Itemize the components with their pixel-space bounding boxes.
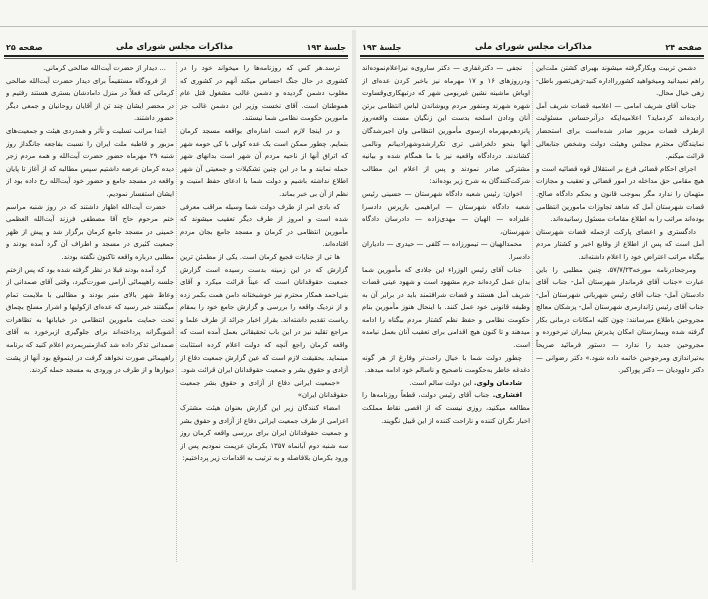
column-divider <box>532 62 533 562</box>
paragraph: جناب آقای شریف امامی — اعلامیه قضات شریف آمل رادیده‌اند کردماید؟ اعلامیه‌ایکه درآنرحساس مسئولیت ازطرف قضات مزبور صادر شده‌است برای استحضار نمایندگان محترم مجلس وهیئت دولت وشخص جنابعالی قرائت میکنم. <box>536 101 704 161</box>
header-rule <box>360 55 704 57</box>
speech-paragraph <box>362 377 530 390</box>
paragraph: چطور دولت شما با خیال راحت‌تر وفارغ از هر گونه دغدغه خاطر به‌حکومت ناصحیح و ناسالم خود ادامه میدهد. <box>362 353 530 375</box>
session-number: جلسهٔ ۱۹۳ <box>306 42 346 52</box>
speaker-name: شادمان ولوی. <box>473 378 522 387</box>
paragraph: ترسد.هر کس که روزنامه‌ها را میخواند خود را در کشوری در حال جنگ احساس میکند آنهم در کشوری که مغلوب دشمن گردیده و دشمن غالب مشغول قتل عام هموطنان است. آقای نخست وزیر این دشمن غالب جز مامورین حکومت نظامی شما نیستند. <box>180 64 348 123</box>
paragraph: ... دیدار از حضرت آیت‌الله صالحی کرمانی. <box>43 64 166 72</box>
paragraph: اخوان: رئیس شعبه‌ دادگاه شهرستان — حسینی رئیس شعبه‌ دادگاه شهرستان — ابراهیمی بازپرس دادسرا علیزاده — الهیان — مهدی‌زاده — دادرسان دادگاه شهرستان، <box>362 189 530 236</box>
running-title: مذاکرات مجلس شورای ملی <box>474 42 592 52</box>
page-number: صفحه ۲۵ <box>6 42 43 52</box>
left-page <box>0 0 352 599</box>
header-rule <box>4 55 348 57</box>
header-rule-thin <box>360 58 704 59</box>
page-header <box>362 40 702 54</box>
paragraph: دادگستری و اعضای پارکت ازجمله قضات شهرستان آمل است که پس از اطلاع از وقایع اخیر و کشتار مردم بیگناه مراتب اعتراض خود را اعلام داشته‌اند. <box>536 227 704 261</box>
right-page <box>356 0 708 599</box>
running-title: مذاکرات مجلس شورای ملی <box>116 42 234 52</box>
paragraph: ومرجحادرنامه مورخه۵۷/۷/۲۳، چنین مطلبی را باین عبارت «جناب آقای فرماندار شهرستان آمل- جناب آقای دادستان آمل- جناب آقای رئیس شهربانی شهرستان آمل- جناب آقای رئیس ژاندارمری شهرستان آمل- پزشکان معالج مجروحین باطلاع میرسانند: چون کلیه امکانات درمانی بکار گرفته شده وبیمارستان امکان پذیرش بیماران تیرخورده و مجروحین جدید را ندارد — دستور فرمائید صریحاً به‌تیراندازی ومرجوحین خاتمه داده شود.» دکتر رضوانی — دکتر داوودیان — دکتر پوراکبر. <box>536 265 704 375</box>
paragraph: که بادی امر از طرف دولت شما وسیله مراقب معرفی شده است و امروز از طرف دیگر تعقیب میشوند که مأمورین انتظامی در کرمان و مسجد جامع بجان مردم افتاده‌اند. <box>180 202 348 249</box>
paragraph: محمدالهیان — تیمورزاده — کلفی — حیدری — دادیاران دادسرا. <box>362 240 530 261</box>
speech-paragraph <box>362 389 530 427</box>
column-divider <box>176 62 177 562</box>
column-left <box>6 62 174 562</box>
speaker-name: افشاری. <box>492 391 522 400</box>
paragraph: نجفی — دکترغفاری — دکتر ساروی‌ه نیزاعلام‌نموده‌اند ودرروزهای ۱۶ و ۱۷ مهرماه نیز باخبر کردن عده‌ای از اوباش ماشینه نشین غیربومی شهر که درتبهکاری‌وقساوت شهره شهرند ومنفور مردم ویوشاندن لباس انتظامی برتن آنان ودادن اسلحه بدست این زنگیان مست واقعه‌روز پانزدهم‌مهرماه ازسوی مأمورین انتظامی وان اجیرشدگان آنها بنحو دلخراشی تری تکرارشدوشهرادیبانم ونالمی کشاندند. دردادگاه واقعیه نیز با ما همگام شده و بیانیه مشترکی صادر نمودند و پس از اعلام این مطالب شرکت‌کنندگان به شرح زیر بوده‌اند: <box>362 64 530 186</box>
paragraph: و در اینجا لازم است اشاره‌ای بواقعه مسجد کرمان بنمایم. چطور ممکن است یک عده کولی با کی حومه شهر که اتراق آنها از ناحیه مردم آن شهر است بدانهای شهر حمله نمایند و ما در این چنین تشکیلات و جمعیتی آن شهر اطلاع نداشته باشیم و دولت شما با ادعای حفظ امنیت و نظم از آن بی خبر بماند. <box>180 126 348 198</box>
paragraph: گرد آمده بودند قبلا در نظر گرفته شده بود که پس ازختم جلسه راهپیمائی آرامی صورت‌گیرد، وقتی آقای صمدانی از وعاظ شهر بالای منبر بودند و مطالبی با ملایمت تمام میگفتند خبر رسید که عده‌ای ازکولیها و اشرار مسلح بچماق تحت حمایت مامورین انتظامی در خیابانها به تظاهرات آشوبگرانه پرداخته‌اند برای جلوگیری ازبرخورد به آقای صمدانی تذکر داده شد که‌ازمنبربمردم اعلام کنید که برنامه راهپیمائی صورت نخواهد گرفت در اینموقع بود آنها از پشت دیوارها و از طرف در ورودی به مسجد حمله کردند. <box>6 265 174 375</box>
header-rule-thin <box>4 58 348 59</box>
paragraph: اجرای احکام قضائی فرع بر استقلال قوه قضائیه است و هیچ مقامی حق مداخله در امور قضائی و تعقیب و مجازات متهمان را ندارد مگر بموجب قانون و بحکم دادگاه صالح. قضات شهرستان آمل که شاهد تجاوزات مامورین انتظامی بوده‌اند مراتب را به اطلاع مقامات مسئول رسانیده‌اند. <box>536 164 704 224</box>
speech-text: این دولت سالم است. <box>409 378 472 387</box>
column-right <box>180 62 348 562</box>
page-number: صفحه ۲۴ <box>665 42 702 52</box>
paragraph: از فرودگاه مستقیماً برای دیدار حضرت آیت‌الله صالحی کرمانی که فعلاً در منزل دامادشان بستری هستند رفتیم و در محضر ایشان چند تن از آقایان روحانیان و جمعی دیگر حضور داشتند. <box>6 76 174 123</box>
paragraph: دشمن تربیت وبکارگرفته میشوند بهبرای کشتن ملت‌این راهم نمیدانید ومیخواهید کشوررااداره کنید-زهی‌تصور باطل-زهی خیال محال. <box>536 64 704 98</box>
page-header <box>6 40 346 54</box>
paragraph: «جمعیت ایرانی دفاع از آزادی و حقوق بشر جمعیت حقوقدانان ایران» <box>180 378 348 400</box>
paragraph: جناب آقای رئیس الوزراء این جلادی که مأمورین شما بدان عمل کرده‌اند جرم مشهود است و شهود عینی قضات شریف آمل هستند و قضات شرافتمند باید در برابر آن به وظیفه قانونی خود عمل کنند. با اینحال هنوز مأمورین بنام حکومت نظامی و حفظ نظم کشتار مردم بیگناه را ادامه میدهند و تا کنون هیچ اقدامی برای تعقیب آنان بعمل نیامده است. <box>362 265 530 350</box>
speech-text: جناب آقای رئیس دولت، قطعاً روزنامه‌ها را مطالعه میکنید، روزی نیست که از اقصی نقاط مملکت اخبار نگران کننده و ناراحت کننده از این قبیل نگویند. <box>362 391 530 425</box>
paragraph: حضرت آیت‌الله اظهار داشتند که در روز شنبه مراسم ختم مرحوم حاج آقا مصطفی فرزند آیت‌الله العظمی خمینی در مسجد جامع کرمان برگزار شد و پیش از ظهر جمعیت کثیری در مسجد و اطراف آن گرد آمده بودند و مطلبی درباره واقعه تاکنون نگفته بودند. <box>6 202 174 261</box>
session-number: جلسهٔ ۱۹۳ <box>362 42 402 52</box>
paragraph: ها تی از جنایات فجیع کرمان است. یکی از مطمئن ترین گزارش که در این زمینه بدست رسیده است گزارش جمعیت حقوقدانان است که عیناً قرائت میکرد و آقای بنی‌احمد همکار محترم نیز خوشبختانه دامن همت بکمر زده و از نزدیک واقعه را بررسی و گزارش جامع خود را بمقام ریاست تقدیم داشته‌اند. بقرار اخبار جرائد از طرف علما و مراجع تقلید نیز در این باب تحقیقاتی بعمل آمده است که واقعه کرمان راجع آنچه که دولت اعلام کرده استثابت مینماید. بحقیقت لازم است که عین گزارش جمعیت دفاع از آزادی و حقوق بشر و جمعیت حقوقدانان ایران قرائت شود. <box>180 252 348 375</box>
paragraph: امضاء کنندگان زیر این گزارش بعنوان هیئت مشترک اعزامی از طرف جمعیت ایرانی دفاع از آزادی و حقوق بشر و جمعیت حقوقدانان ایران برای بررسی واقعه کرمان روز سه شنبه دوم آبانماه ۱۳۵۷ بکرمان عزیمت نمودیم پس از ورود بکرمان بلافاصله و به ترتیب به اقدامات زیر پرداختیم: <box>180 404 348 463</box>
paragraph: ابتدا مراتب تسلیت و تأثر و همدردی هیئت و جمعیت‌های مزبور و قاطبه ملت ایران را نسبت بفاجعه جانگداز روز شنبه ۲۹ مهرماه حضور حضرت آیت‌الله و همه مردم زجر دیده کرمان عرضه داشتیم سپس مطالبه که از آغاز تا پایان واقعه در مسجد جامع و حضور خود آیت‌الله رخ داده بود از ایشان استفسار نمودیم. <box>6 126 174 198</box>
column-right <box>536 62 704 562</box>
column-left <box>362 62 530 562</box>
